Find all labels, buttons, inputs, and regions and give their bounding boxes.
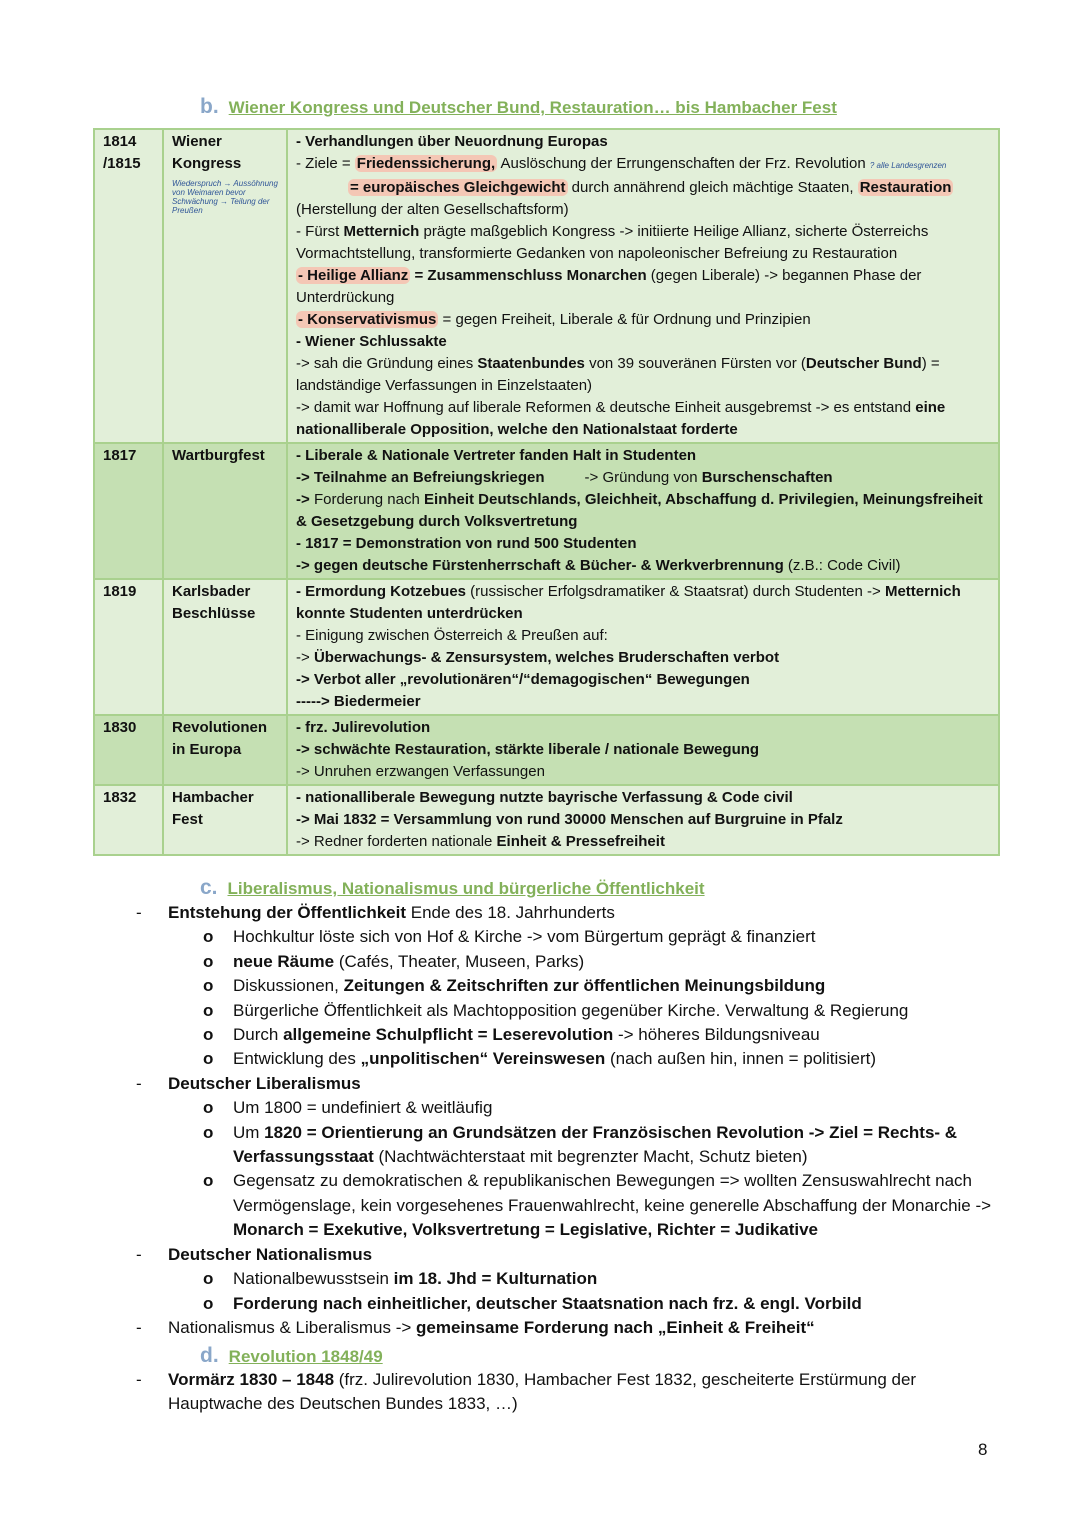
event-cell: Revolutionen in Europa xyxy=(163,715,287,785)
text: -> Gründung von xyxy=(584,469,702,486)
year-cell: 1832 xyxy=(94,785,163,855)
table-row xyxy=(94,129,999,443)
dash-bullet: - xyxy=(136,1370,142,1389)
text: -> sah die Gründung eines xyxy=(296,355,478,372)
text: Monarch = Exekutive, Volksvertretung = Legislative, Richter = Judikative xyxy=(233,1220,818,1240)
text: -> damit war Hoffnung auf liberale Reformen & deutsche Einheit ausgebremst -> es entstand xyxy=(296,399,916,416)
text: Metternich xyxy=(343,223,420,240)
text: Deutscher Nationalismus xyxy=(168,1244,373,1264)
heading-c-letter: c. xyxy=(200,876,218,899)
sub-list-item xyxy=(130,1121,1010,1170)
sub-list-item xyxy=(130,1292,1010,1316)
text: Bürgerliche Öffentlichkeit als Machtopposition gegenüber Kirche. Verwaltung & Regierung xyxy=(233,1000,909,1020)
sub-list-item xyxy=(130,1267,1010,1291)
text: -> gegen deutsche Fürstenherrschaft & Bücher- & Werkverbrennung xyxy=(296,557,784,574)
list-item xyxy=(130,1368,1010,1417)
circle-bullet: o xyxy=(203,1293,214,1313)
text: (z.B.: Code Civil) xyxy=(783,557,901,574)
description-cell xyxy=(287,785,999,855)
text: Nationalbewusstsein xyxy=(233,1269,394,1289)
text: Entwicklung des xyxy=(233,1049,361,1069)
text: - Verhandlungen über Neuordnung Europas xyxy=(296,133,608,150)
list-item xyxy=(130,1072,1010,1096)
text: (russischer Erfolgsdramatiker & Staatsrat) durch Studenten -> xyxy=(466,583,885,600)
highlight: = europäisches Gleichgewicht xyxy=(350,179,566,196)
circle-bullet: o xyxy=(203,976,214,996)
event-cell: Karlsbader Beschlüsse xyxy=(163,579,287,715)
text: im 18. Jhd = Kulturnation xyxy=(393,1269,598,1289)
description-cell xyxy=(287,715,999,785)
table-row xyxy=(94,715,999,785)
text: prägte maßgeblich Kongress -> initiierte Heilige Allianz, sicherte Österreichs Vormachtstellung, transformierte Gedanken von napoleonischer Befreiung zu Restauration xyxy=(296,223,929,262)
heading-c-title: Liberalismus, Nationalismus und bürgerliche Öffentlichkeit xyxy=(227,879,705,898)
event-cell: Wartburgfest xyxy=(163,443,287,579)
dash-bullet: - xyxy=(136,1317,142,1337)
description-cell xyxy=(287,129,999,443)
text: (nach außen hin, innen = politisiert) xyxy=(605,1049,877,1069)
text: - nationalliberale Bewegung nutzte bayrische Verfassung & Code civil xyxy=(296,789,793,806)
heading-d-title: Revolution 1848/49 xyxy=(228,1347,383,1366)
handwritten-note: ? alle Landesgrenzen xyxy=(869,161,947,170)
text: -> xyxy=(296,491,314,508)
sub-list-item xyxy=(130,1096,1010,1120)
highlight: Friedenssicherung, xyxy=(356,155,496,172)
text: = gegen Freiheit, Liberale & für Ordnung und Prinzipien xyxy=(438,311,811,328)
text: Deutscher Bund xyxy=(805,355,922,372)
description-cell xyxy=(287,443,999,579)
text: Gegensatz zu demokratischen & republikanischen Bewegungen => wollten Zensuswahlrecht nach Vermögenslage, kein vorgesehenes Frauenwahlrecht, keine generelle Abschaffung der Monarchie -> xyxy=(233,1171,992,1215)
dash-bullet: - xyxy=(136,903,142,922)
heading-d xyxy=(200,1344,383,1368)
heading-c xyxy=(200,876,705,900)
text: Metternich konnte Studenten unterdrücken xyxy=(296,583,961,622)
text: Zeitungen & Zeitschriften zur öffentlichen Meinungsbildung xyxy=(343,976,826,996)
highlight: - Heilige Allianz xyxy=(298,267,409,284)
year-cell: 1817 xyxy=(94,443,163,579)
text: -> Redner forderten nationale xyxy=(296,833,497,850)
text: Um xyxy=(233,1122,265,1142)
text: Überwachungs- & Zensursystem, welches Bruderschaften verbot xyxy=(313,649,780,666)
text: -> Unruhen erzwangen Verfassungen xyxy=(296,763,545,780)
section-c-list xyxy=(130,901,1010,1340)
text: - Wiener Schlussakte xyxy=(296,333,447,350)
text: Entstehung der Öffentlichkeit xyxy=(168,903,407,922)
heading-b xyxy=(200,95,837,119)
text: - frz. Julirevolution xyxy=(296,719,431,736)
text: allgemeine Schulpflicht = Leserevolution xyxy=(283,1025,614,1045)
event-cell xyxy=(163,129,287,443)
circle-bullet: o xyxy=(203,1049,214,1069)
circle-bullet: o xyxy=(203,951,214,971)
timeline-table xyxy=(93,128,1000,856)
text: = xyxy=(410,267,428,284)
dash-bullet: - xyxy=(136,1244,142,1264)
text: Burschenschaften xyxy=(701,469,833,486)
circle-bullet: o xyxy=(203,927,214,947)
text: (Nachtwächterstaat mit begrenzter Macht, Schutz bieten) xyxy=(373,1147,808,1167)
text: - Ermordung Kotzebues xyxy=(296,583,467,600)
circle-bullet: o xyxy=(203,1122,214,1142)
text: -> höheres Bildungsniveau xyxy=(613,1025,820,1045)
text: -> Verbot aller „revolutionären“/“demagogischen“ Bewegungen xyxy=(296,671,750,688)
heading-d-letter: d. xyxy=(200,1344,219,1367)
text: „unpolitischen“ Vereinswesen xyxy=(360,1049,606,1069)
list-item xyxy=(130,901,1010,925)
text: Auslöschung der Errungenschaften der Frz. Revolution xyxy=(497,155,866,172)
text: -> Mai 1832 = Versammlung von rund 30000 Menschen auf Burgruine in Pfalz xyxy=(296,811,843,828)
text: Nationalismus & Liberalismus -> xyxy=(168,1317,417,1337)
highlight: - Konservativismus xyxy=(298,311,437,328)
text: eine nationalliberale Opposition, welche den Nationalstaat forderte xyxy=(296,399,946,438)
text: -> Teilnahme an Befreiungskriegen xyxy=(296,469,545,486)
text: - Ziele = xyxy=(296,155,355,172)
text: Forderung nach einheitlicher, deutscher Staatsnation nach frz. & engl. Vorbild xyxy=(233,1293,862,1313)
sub-list-item xyxy=(130,950,1010,974)
year-cell: 1830 xyxy=(94,715,163,785)
text: -> xyxy=(296,649,314,666)
dash-bullet: - xyxy=(136,1073,142,1093)
sub-list-item xyxy=(130,1047,1010,1071)
text: Einheit & Pressefreiheit xyxy=(496,833,665,850)
text: -> schwächte Restauration, stärkte liberale / nationale Bewegung xyxy=(296,741,760,758)
handwritten-note: Wiederspruch → Aussöhnung von Weimaren bevor Schwächung → Teilung der Preußen xyxy=(172,179,278,215)
list-item xyxy=(130,1243,1010,1267)
text: Staatenbundes xyxy=(477,355,585,372)
circle-bullet: o xyxy=(203,1171,214,1191)
sub-list-item xyxy=(130,1023,1010,1047)
text: (Cafés, Theater, Museen, Parks) xyxy=(334,951,585,971)
text: neue Räume xyxy=(233,951,335,971)
text: ) = landständige Verfassungen in Einzelstaaten) xyxy=(296,355,940,394)
event-cell: Hambacher Fest xyxy=(163,785,287,855)
text: (gegen Liberale) -> begannen Phase der Unterdrückung xyxy=(296,267,922,306)
table-row xyxy=(94,785,999,855)
text: von 39 souveränen Fürsten vor ( xyxy=(584,355,806,372)
heading-b-letter: b. xyxy=(200,95,219,118)
highlight: Restauration xyxy=(859,179,952,196)
text: (Herstellung der alten Gesellschaftsform) xyxy=(296,201,569,218)
text: Um 1800 = undefiniert & weitläufig xyxy=(233,1098,493,1118)
text: Forderung nach xyxy=(313,491,425,508)
text: - Fürst xyxy=(296,223,344,240)
text: Hochkultur löste sich von Hof & Kirche -> vom Bürgertum geprägt & finanziert xyxy=(233,927,816,947)
text: Diskussionen, xyxy=(233,976,344,996)
table-row xyxy=(94,443,999,579)
text: - Liberale & Nationale Vertreter fanden Halt in Studenten xyxy=(296,447,697,464)
sub-list-item xyxy=(130,1169,1010,1242)
text: gemeinsame Forderung nach „Einheit & Freiheit“ xyxy=(416,1317,815,1337)
year-cell: 1814 /1815 xyxy=(94,129,163,443)
circle-bullet: o xyxy=(203,1098,214,1118)
list-item xyxy=(130,1316,1010,1340)
page-number: 8 xyxy=(978,1440,988,1459)
description-cell xyxy=(287,579,999,715)
text: Ende des 18. Jahrhunderts xyxy=(406,903,615,922)
year-cell: 1819 xyxy=(94,579,163,715)
circle-bullet: o xyxy=(203,1000,214,1020)
event-label: Wiener Kongress xyxy=(172,133,242,172)
circle-bullet: o xyxy=(203,1269,214,1289)
text: - Einigung zwischen Österreich & Preußen auf: xyxy=(296,627,608,644)
sub-list-item xyxy=(130,974,1010,998)
text: 1820 = Orientierung an Grundsätzen der Französischen Revolution -> Ziel = Rechts- & Verfassungsstaat xyxy=(233,1122,958,1167)
text: durch annährend gleich mächtige Staaten, xyxy=(567,179,858,196)
sub-list-item xyxy=(130,999,1010,1023)
text: Einheit Deutschlands, Gleichheit, Abschaffung d. Privilegien, Meinungsfreiheit & Gesetzgebung durch Volksvertretung xyxy=(296,491,983,530)
text: -----> Biedermeier xyxy=(296,693,421,710)
text: - 1817 = Demonstration von rund 500 Studenten xyxy=(296,535,637,552)
text: Durch xyxy=(233,1025,284,1045)
text: Deutscher Liberalismus xyxy=(168,1073,361,1093)
circle-bullet: o xyxy=(203,1025,214,1045)
text: Zusammenschluss Monarchen xyxy=(427,267,647,284)
heading-b-title: Wiener Kongress und Deutscher Bund, Restauration… bis Hambacher Fest xyxy=(228,98,837,117)
text: (frz. Julirevolution 1830, Hambacher Fest 1832, gescheiterte Erstürmung der Hauptwache des Deutschen Bundes 1833, …) xyxy=(168,1370,917,1414)
sub-list-item xyxy=(130,925,1010,949)
section-d-list xyxy=(130,1368,1010,1417)
table-row xyxy=(94,579,999,715)
text: Vormärz 1830 – 1848 xyxy=(168,1370,335,1389)
